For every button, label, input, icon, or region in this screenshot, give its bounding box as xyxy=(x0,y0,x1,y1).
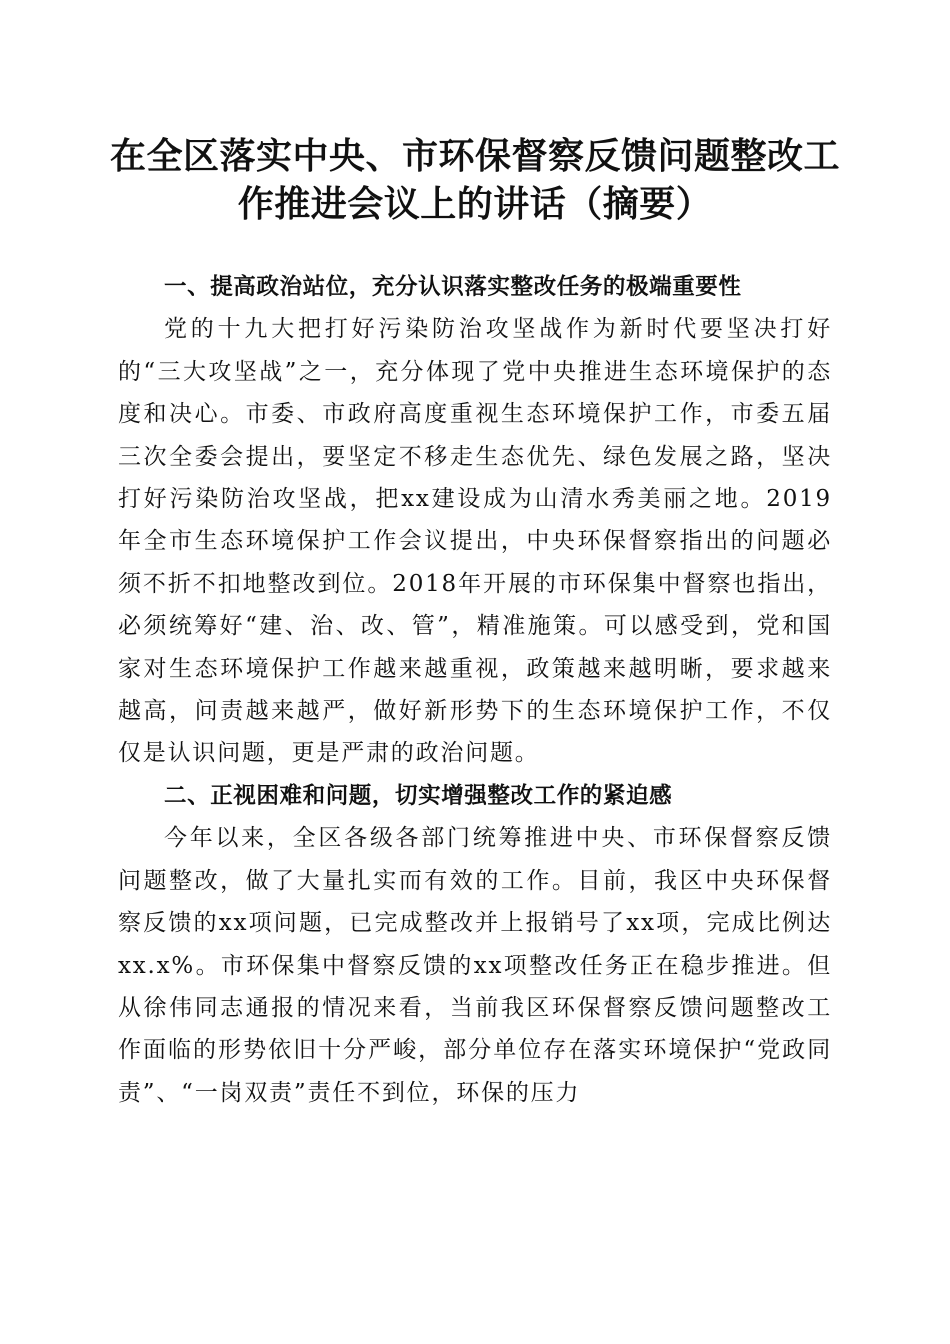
document-title-line-2: 作推进会议上的讲话（摘要） xyxy=(237,183,713,225)
section-heading-1: 一、提高政治站位，充分认识落实整改任务的极端重要性 xyxy=(164,274,742,300)
document-title xyxy=(90,132,860,228)
document-title-line-1: 在全区落实中央、市环保督察反馈问题整改工 xyxy=(109,135,840,177)
section-heading-2: 二、正视困难和问题，切实增强整改工作的紧迫感 xyxy=(164,782,673,809)
section-paragraph-1: 党的十九大把打好污染防治攻坚战作为新时代要坚决打好的“三大攻坚战”之一，充分体现了党中央推进生态环境保护的态度和决心。市委、市政府高度重视生态环境保护工作，市委五届三次全委会提出，要坚定不移走生态优先、绿色发展之路，坚决打好污染防治攻坚战，把xx建设成为山清水秀美丽之地。2019年全市生态环境保护工作会议提出，中央环保督察指出的问题必须不折不扣地整改到位。2018年开展的市环保集中督察也指出，必须统筹好“建、治、改、管”，精准施策。可以感受到，党和国家对生态环境保护工作越来越重视，政策越来越明晰，要求越来越高，问责越来越严，做好新形势下的生态环境保护工作，不仅仅是认识问题，更是严肃的政治问题。 xyxy=(118,316,832,767)
section-paragraph-2: 今年以来，全区各级各部门统筹推进中央、市环保督察反馈问题整改，做了大量扎实而有效的工作。目前，我区中央环保督察反馈的xx项问题，已完成整改并上报销号了xx项，完成比例达xx.x%。市环保集中督察反馈的xx项整改任务正在稳步推进。但从徐伟同志通报的情况来看，当前我区环保督察反馈问题整改工作面临的形势依旧十分严峻，部分单位存在落实环境保护“党政同责”、“一岗双责”责任不到位，环保的压力 xyxy=(118,825,832,1106)
document-body xyxy=(118,266,832,1114)
